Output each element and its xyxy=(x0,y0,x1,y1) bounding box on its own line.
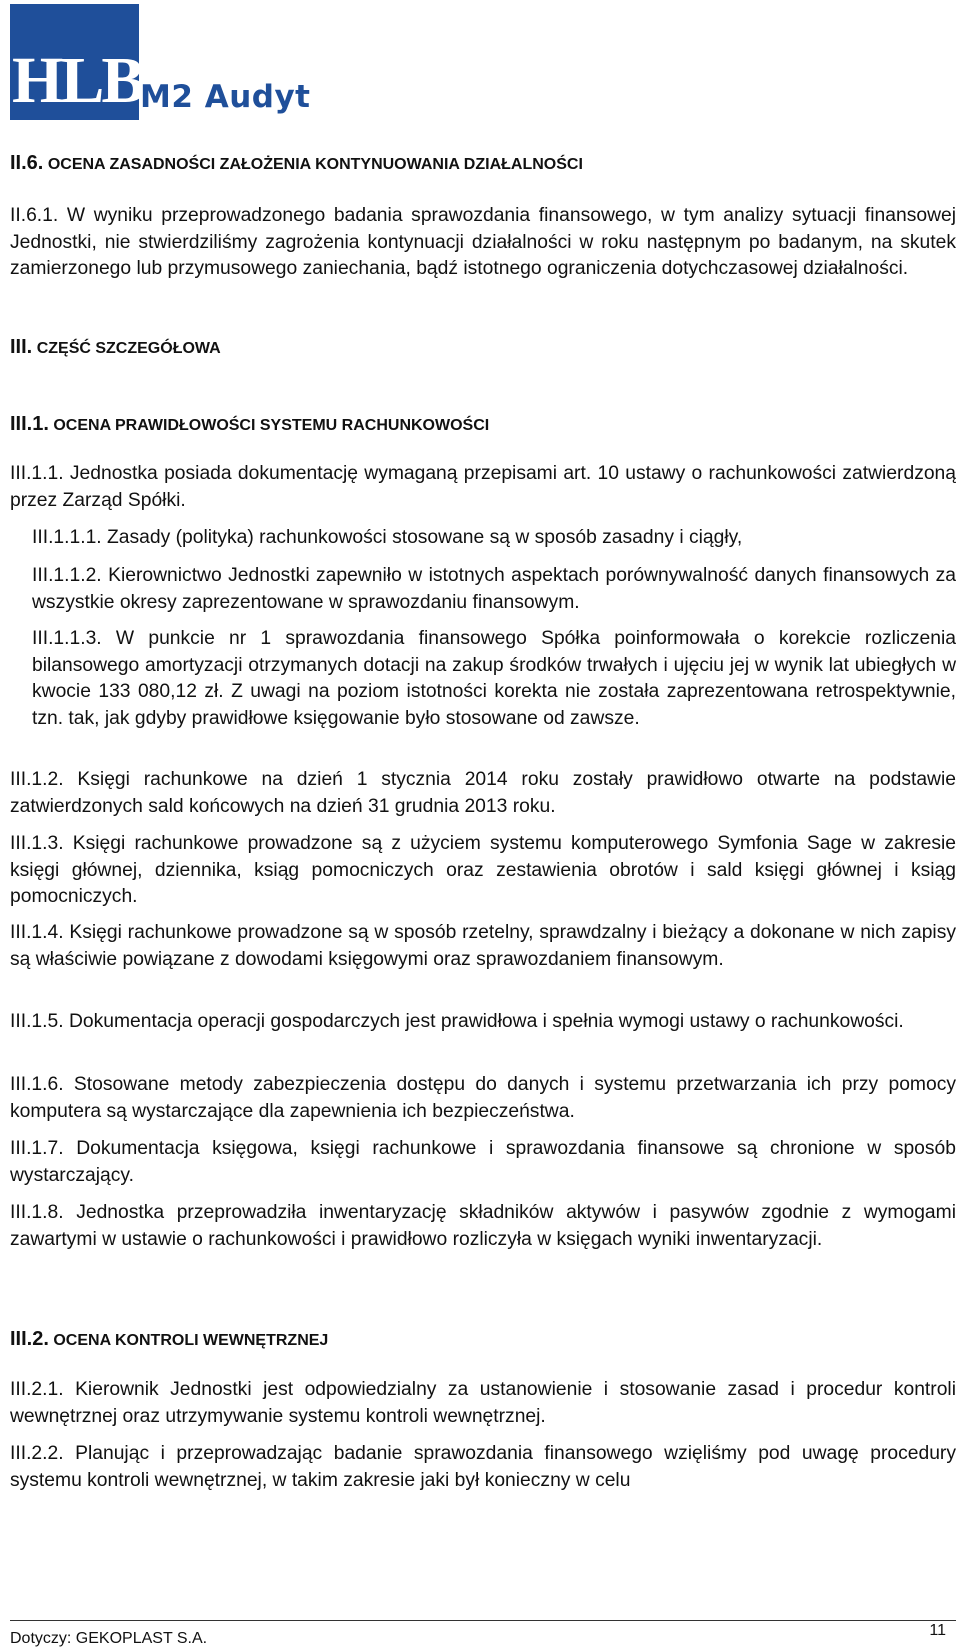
paragraph-iii-1-5: III.1.5. Dokumentacja operacji gospodarczych jest prawidłowa i spełnia wymogi ustawy o rachunkowości. xyxy=(10,1011,904,1032)
footer-client-name: Dotyczy: GEKOPLAST S.A. xyxy=(10,1630,208,1647)
paragraph-iii-1-4: III.1.4. Księgi rachunkowe prowadzone są w sposób rzetelny, sprawdzalny i bieżący a dokonane w nich zapisy są właściwie powiązane z dowodami księgowymi oraz sprawozdaniem finansowym. xyxy=(10,922,956,970)
page-number: 11 xyxy=(929,1622,946,1639)
section-number: III.2. xyxy=(10,1328,49,1350)
paragraph-iii-1-2: III.1.2. Księgi rachunkowe na dzień 1 stycznia 2014 roku zostały prawidłowo otwarte na podstawie zatwierdzonych sald końcowych na dzień 31 grudnia 2013 roku. xyxy=(10,769,956,817)
section-title: OCENA KONTROLI WEWNĘTRZNEJ xyxy=(53,1332,329,1349)
section-heading-iii xyxy=(10,336,221,360)
paragraph-iii-2-1: III.2.1. Kierownik Jednostki jest odpowiedzialny za ustanowienie i stosowanie zasad i procedur kontroli wewnętrznej oraz utrzymywanie systemu kontroli wewnętrznej. xyxy=(10,1379,956,1427)
section-heading-iii2 xyxy=(10,1328,328,1352)
section-number: II.6. xyxy=(10,152,44,174)
logo-mark-text: HLB xyxy=(12,44,143,117)
paragraph-iii-1-1-3: III.1.1.3. W punkcie nr 1 sprawozdania finansowego Spółka poinformowała o korekcie rozliczenia bilansowego amortyzacji otrzymanych dotacji na zakup środków trwałych i ujęciu jej w wynik lat ubiegłych w kwocie 133 080,12 zł. Z uwagi na poziom istotności korekta nie została zaprezentowana retrospektywnie, tzn. tak, jak gdyby prawidłowe księgowanie było stosowane od zawsze. xyxy=(32,628,956,729)
section-number: III.1. xyxy=(10,413,49,435)
paragraph-iii-1-1-2: III.1.1.2. Kierownictwo Jednostki zapewniło w istotnych aspektach porównywalność danych finansowych za wszystkie okresy zaprezentowane w sprawozdaniu finansowym. xyxy=(32,565,956,613)
section-heading-ii6 xyxy=(10,152,583,176)
section-title: OCENA PRAWIDŁOWOŚCI SYSTEMU RACHUNKOWOŚCI xyxy=(53,417,490,434)
hlb-m2-audyt-logo xyxy=(10,4,340,120)
section-title: CZĘŚĆ SZCZEGÓŁOWA xyxy=(36,340,221,357)
footer-divider xyxy=(10,1620,956,1621)
paragraph-iii-1-1: III.1.1. Jednostka posiada dokumentację wymaganą przepisami art. 10 ustawy o rachunkowości zatwierdzoną przez Zarząd Spółki. xyxy=(10,463,956,511)
logo-name-text: M2 Audyt xyxy=(140,79,311,115)
paragraph-iii-1-3: III.1.3. Księgi rachunkowe prowadzone są z użyciem systemu komputerowego Symfonia Sage w zakresie księgi głównej, dziennika, ksiąg pomocniczych oraz zestawienia obrotów i sald księgi głównej i ksiąg pomocniczych. xyxy=(10,833,956,908)
paragraph-iii-1-7: III.1.7. Dokumentacja księgowa, księgi rachunkowe i sprawozdania finansowe są chronione w sposób wystarczający. xyxy=(10,1138,956,1186)
section-number: III. xyxy=(10,336,33,358)
section-title: OCENA ZASADNOŚCI ZAŁOŻENIA KONTYNUOWANIA DZIAŁALNOŚCI xyxy=(47,156,583,173)
section-heading-iii1 xyxy=(10,413,489,437)
paragraph-iii-1-1-1: III.1.1.1. Zasady (polityka) rachunkowości stosowane są w sposób zasadny i ciągły, xyxy=(32,527,743,548)
paragraph-ii-6-1: II.6.1. W wyniku przeprowadzonego badania sprawozdania finansowego, w tym analizy sytuacji finansowej Jednostki, nie stwierdziliśmy zagrożenia kontynuacji działalności w roku następnym po badanym, na skutek zamierzonego lub przymusowego zaniechania, bądź istotnego ograniczenia dotychczasowej działalności. xyxy=(10,205,956,280)
paragraph-iii-1-6: III.1.6. Stosowane metody zabezpieczenia dostępu do danych i systemu przetwarzania ich przy pomocy komputera są wystarczające dla zapewnienia ich bezpieczeństwa. xyxy=(10,1074,956,1122)
paragraph-iii-1-8: III.1.8. Jednostka przeprowadziła inwentaryzację składników aktywów i pasywów zgodnie z wymogami zawartymi w ustawie o rachunkowości i prawidłowo rozliczyła w księgach wyniki inwentaryzacji. xyxy=(10,1202,956,1250)
paragraph-iii-2-2: III.2.2. Planując i przeprowadzając badanie sprawozdania finansowego wzięliśmy pod uwagę procedury systemu kontroli wewnętrznej, w takim zakresie jaki był konieczny w celu xyxy=(10,1443,956,1491)
